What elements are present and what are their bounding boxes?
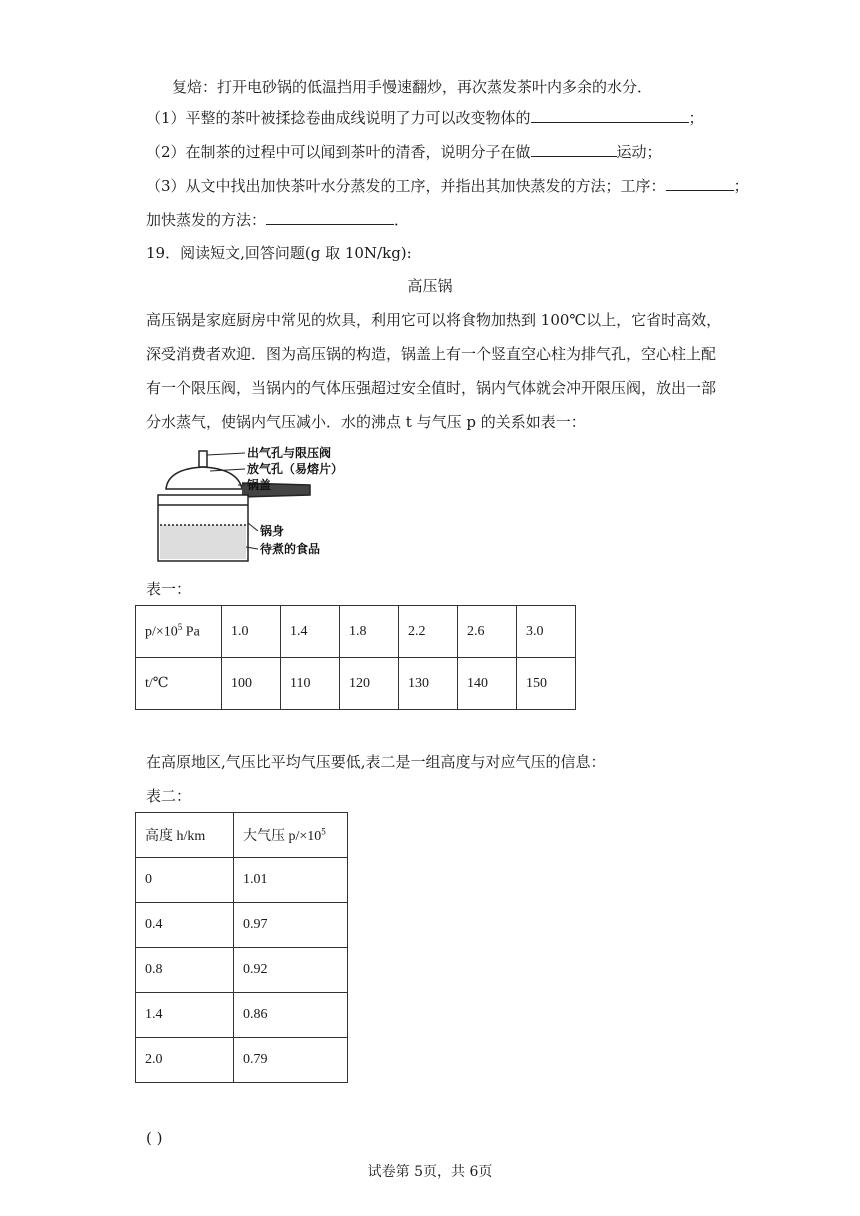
q3-blank-process[interactable] bbox=[666, 174, 734, 191]
q3-blank-method[interactable] bbox=[266, 208, 394, 225]
table-cell: 0.8 bbox=[136, 948, 234, 993]
passage-line-3: 有一个限压阀，当锅内的气体压强超过安全值时，锅内气体就会冲开限压阀，放出一部 bbox=[146, 379, 717, 397]
table-cell: 150 bbox=[517, 658, 576, 710]
table-cell: 100 bbox=[222, 658, 281, 710]
passage-line-2: 深受消费者欢迎．图为高压锅的构造，锅盖上有一个竖直空心柱为排气孔，空心柱上配 bbox=[146, 345, 717, 363]
table-cell: 1.01 bbox=[234, 858, 348, 903]
label-body: 锅身 bbox=[260, 524, 285, 538]
table-row bbox=[136, 948, 348, 993]
table-cell: 3.0 bbox=[517, 606, 576, 658]
table-cell: 130 bbox=[399, 658, 458, 710]
label-release-hole: 放气孔（易熔片） bbox=[247, 462, 344, 476]
table-cell: 1.0 bbox=[222, 606, 281, 658]
label-lid: 锅盖 bbox=[247, 478, 272, 492]
question-1 bbox=[146, 106, 704, 129]
table-cell: 1.4 bbox=[136, 993, 234, 1038]
table-cell: 140 bbox=[458, 658, 517, 710]
valve-shape bbox=[199, 451, 207, 467]
table1-caption: 表一： bbox=[146, 580, 192, 598]
table-cell: 0.92 bbox=[234, 948, 348, 993]
passage-line-4: 分水蒸气，使锅内气压减小．水的沸点 t 与气压 p 的关系如表一： bbox=[146, 413, 586, 431]
label-vent-valve: 出气孔与限压阀 bbox=[247, 446, 332, 460]
table-cell: 0.86 bbox=[234, 993, 348, 1038]
q1-text: （1）平整的茶叶被揉捻卷曲成线说明了力可以改变物体的 bbox=[146, 109, 531, 127]
table-row bbox=[136, 858, 348, 903]
table-cell: 0.4 bbox=[136, 903, 234, 948]
table-header-height: 高度 h/km bbox=[136, 813, 234, 858]
table-cell: 1.4 bbox=[281, 606, 340, 658]
answer-bracket[interactable]: ( ) bbox=[146, 1129, 163, 1147]
question-19: 19．阅读短文,回答问题(g 取 10N/kg): bbox=[146, 244, 412, 262]
q3b-text: 加快蒸发的方法： bbox=[146, 211, 267, 229]
q3b-end: ． bbox=[394, 211, 410, 229]
table-cell: 2.6 bbox=[458, 606, 517, 658]
question-2 bbox=[146, 140, 662, 163]
table-altitude-pressure bbox=[135, 812, 348, 1083]
passage-line-1: 高压锅是家庭厨房中常见的炊具，利用它可以将食物加热到 100℃以上，它省时高效， bbox=[146, 311, 722, 329]
q1-end: ； bbox=[688, 109, 704, 127]
table-row bbox=[136, 1038, 348, 1083]
q2-text: （2）在制茶的过程中可以闻到茶叶的清香，说明分子在做 bbox=[146, 143, 531, 161]
q2-end: 运动； bbox=[616, 143, 662, 161]
label-food: 待煮的食品 bbox=[260, 542, 321, 556]
page-footer: 试卷第 5页，共 6页 bbox=[367, 1164, 493, 1180]
table-row bbox=[136, 658, 576, 710]
table2-caption: 表二： bbox=[146, 787, 192, 805]
passage-title: 高压锅 bbox=[407, 277, 453, 295]
table-header-pressure: 大气压 $p/\times 10^5$ bbox=[234, 813, 348, 858]
table-cell: 0.97 bbox=[234, 903, 348, 948]
table-cell: 0.79 bbox=[234, 1038, 348, 1083]
table-row bbox=[136, 813, 348, 858]
q1-blank[interactable] bbox=[531, 106, 689, 123]
question-3 bbox=[146, 174, 749, 197]
q2-blank[interactable] bbox=[531, 140, 617, 157]
table-row bbox=[136, 993, 348, 1038]
table-row bbox=[136, 903, 348, 948]
table-row bbox=[136, 606, 576, 658]
table-cell: 0 bbox=[136, 858, 234, 903]
q3-text: （3）从文中找出加快茶叶水分蒸发的工序，并指出其加快蒸发的方法；工序： bbox=[146, 177, 666, 195]
table-cell: 110 bbox=[281, 658, 340, 710]
table-cell: 1.8 bbox=[340, 606, 399, 658]
table-cell-header-p: $p/\times 10^5$ Pa bbox=[136, 606, 222, 658]
q3-end: ； bbox=[733, 177, 749, 195]
table-cell: 2.2 bbox=[399, 606, 458, 658]
question-3b bbox=[146, 208, 409, 231]
pressure-cooker-diagram bbox=[150, 445, 370, 565]
fuhong-text: 复焙：打开电砂锅的低温挡用手慢速翻炒，再次蒸发茶叶内多余的水分． bbox=[172, 78, 653, 96]
table-boiling-point bbox=[135, 605, 576, 710]
table-cell-header-t: t/℃ bbox=[136, 658, 222, 710]
table-cell: 2.0 bbox=[136, 1038, 234, 1083]
table-cell: 120 bbox=[340, 658, 399, 710]
food-shape bbox=[160, 525, 246, 559]
passage-line-5: 在高原地区,气压比平均气压要低,表二是一组高度与对应气压的信息： bbox=[146, 753, 606, 771]
